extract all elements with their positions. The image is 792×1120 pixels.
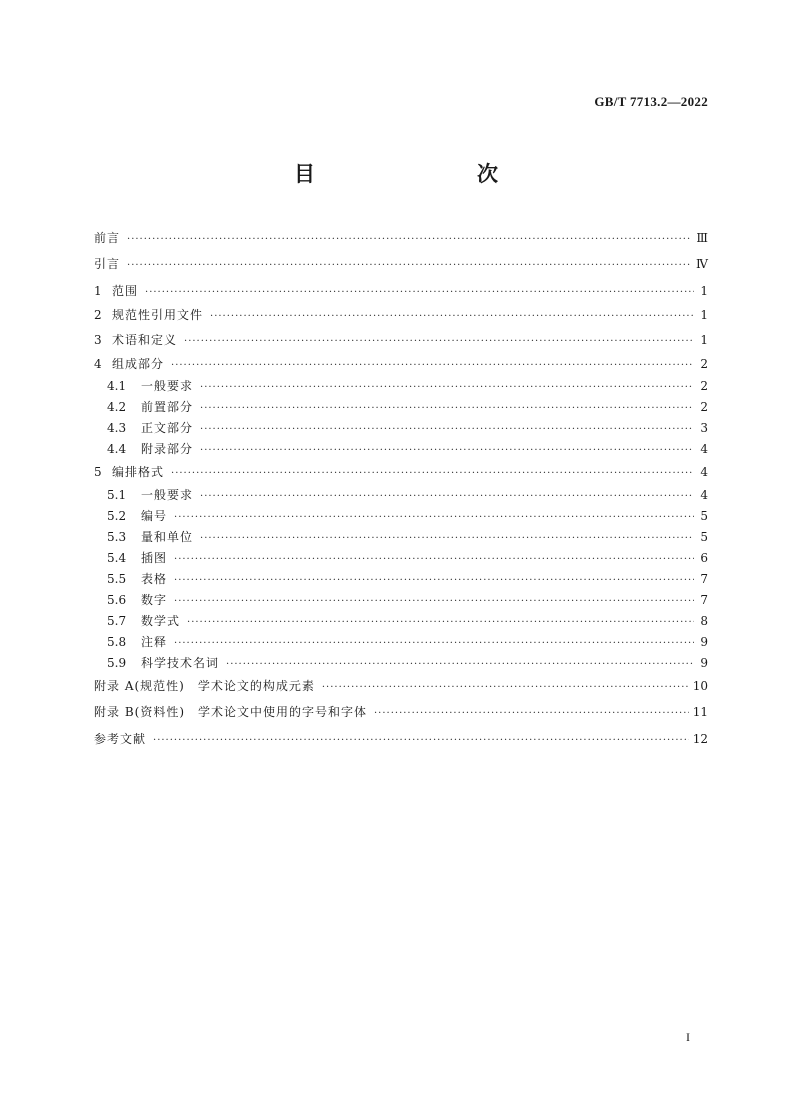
toc-entry[interactable] [94,674,708,698]
toc-entry-page: 7 [700,571,708,586]
dot-leader [226,654,694,675]
toc-entry-number: 5.5 [107,571,127,586]
dot-leader [127,254,692,278]
toc-entry-number: 4.4 [107,442,127,457]
dot-leader [145,281,694,305]
toc-entry[interactable] [94,279,708,303]
toc-entry[interactable] [94,226,708,250]
dot-leader [210,305,694,329]
toc-entry-title: 一般要求 [141,487,194,502]
dot-leader [374,702,689,726]
toc-entry-title: 注释 [141,634,168,649]
toc-entry-page: 6 [700,550,708,565]
toc-entry-title: 附录 B(资料性) 学术论文中使用的字号和字体 [94,705,367,720]
toc-entry-title: 术语和定义 [112,332,178,347]
dot-leader [322,676,689,700]
toc-entry[interactable] [94,527,708,548]
toc-entry[interactable] [94,303,708,327]
dot-leader [174,507,694,528]
toc-entry-title: 量和单位 [141,529,194,544]
toc-entry-number: 4.2 [107,400,127,415]
dot-leader [171,462,694,486]
toc-entry[interactable] [94,590,708,611]
toc-entry[interactable] [94,569,708,590]
toc-entry-number: 5.2 [107,508,127,523]
toc-entry[interactable] [94,352,708,376]
toc-entry[interactable] [94,653,708,674]
toc-entry[interactable] [94,328,708,352]
toc-entry[interactable] [94,439,708,460]
toc-entry-title: 编排格式 [112,465,165,480]
toc-entry-title: 组成部分 [112,356,165,371]
toc-entry-page: Ⅳ [696,257,708,272]
toc-entry-page: 2 [700,400,708,415]
toc-entry-number: 3 [94,332,102,347]
toc-entry-page: 4 [700,487,708,502]
toc-entry-number: 5.8 [107,634,127,649]
toc-entry-number: 5 [94,465,102,480]
toc-entry-page: 4 [700,465,708,480]
toc-entry-title: 前言 [94,231,121,245]
toc-entry-page: 7 [700,592,708,607]
dot-leader [200,440,694,461]
toc-entry-page: 4 [700,442,708,457]
dot-leader [200,419,694,440]
dot-leader [171,354,694,378]
toc-entry[interactable] [94,548,708,569]
dot-leader [174,570,694,591]
toc-entry[interactable] [94,632,708,653]
toc-entry-title: 范围 [112,283,139,298]
dot-leader [127,228,692,252]
toc-entry[interactable] [94,506,708,527]
toc-entry[interactable] [94,611,708,632]
dot-leader [187,612,694,633]
dot-leader [174,633,694,654]
toc-entry[interactable] [94,397,708,418]
toc-entry-number: 5.6 [107,592,127,607]
toc-entry-page: 10 [692,678,708,693]
dot-leader [153,729,689,753]
toc-entry-title: 规范性引用文件 [112,308,204,323]
toc-entry-number: 5.3 [107,529,127,544]
toc-entry-page: 2 [700,379,708,394]
toc-entry-number: 5.9 [107,655,127,670]
dot-leader [200,486,694,507]
toc-entry-page: 5 [700,508,708,523]
toc-entry-title: 数学式 [141,613,181,628]
toc-entry-page: 8 [700,613,708,628]
toc-entry-title: 插图 [141,550,168,565]
toc-entry-number: 1 [94,283,102,298]
toc-entry-page: Ⅲ [696,231,708,245]
toc-entry-title: 编号 [141,508,168,523]
toc-entry-page: 9 [700,655,708,670]
toc-entry-title: 前置部分 [141,400,194,415]
toc-entry[interactable] [94,252,708,276]
toc-entry[interactable] [94,460,708,484]
toc-entry[interactable] [94,376,708,397]
table-of-contents [94,226,708,753]
dot-leader [200,398,694,419]
standard-code: GB/T 7713.2—2022 [594,94,708,109]
toc-entry[interactable] [94,700,708,724]
dot-leader [200,377,694,398]
toc-entry[interactable] [94,727,708,751]
toc-entry[interactable] [94,485,708,506]
page-title: 目 次 [294,162,538,186]
toc-entry-number: 4 [94,356,102,371]
toc-entry-title: 一般要求 [141,379,194,394]
toc-entry-title: 附录部分 [141,442,194,457]
toc-entry-number: 4.1 [107,379,127,394]
toc-entry-title: 表格 [141,571,168,586]
toc-entry-number: 5.4 [107,550,127,565]
dot-leader [174,591,694,612]
toc-entry-title: 参考文献 [94,731,147,746]
toc-entry-number: 2 [94,308,102,323]
toc-entry-page: 11 [692,705,708,720]
toc-entry[interactable] [94,418,708,439]
toc-entry-number: 5.7 [107,613,127,628]
toc-entry-page: 1 [700,332,708,347]
toc-entry-page: 2 [700,356,708,371]
dot-leader [184,330,694,354]
toc-entry-page: 12 [692,731,708,746]
toc-entry-page: 1 [700,308,708,323]
toc-entry-title: 数字 [141,592,168,607]
toc-entry-page: 5 [700,529,708,544]
page-number: I [686,1030,690,1044]
toc-entry-title: 正文部分 [141,421,194,436]
toc-entry-page: 9 [700,634,708,649]
toc-entry-title: 引言 [94,257,121,272]
dot-leader [200,528,694,549]
toc-entry-number: 4.3 [107,421,127,436]
toc-entry-page: 3 [700,421,708,436]
dot-leader [174,549,694,570]
toc-entry-page: 1 [700,283,708,298]
toc-entry-title: 科学技术名词 [141,655,220,670]
toc-entry-title: 附录 A(规范性) 学术论文的构成元素 [94,678,315,693]
toc-entry-number: 5.1 [107,487,127,502]
